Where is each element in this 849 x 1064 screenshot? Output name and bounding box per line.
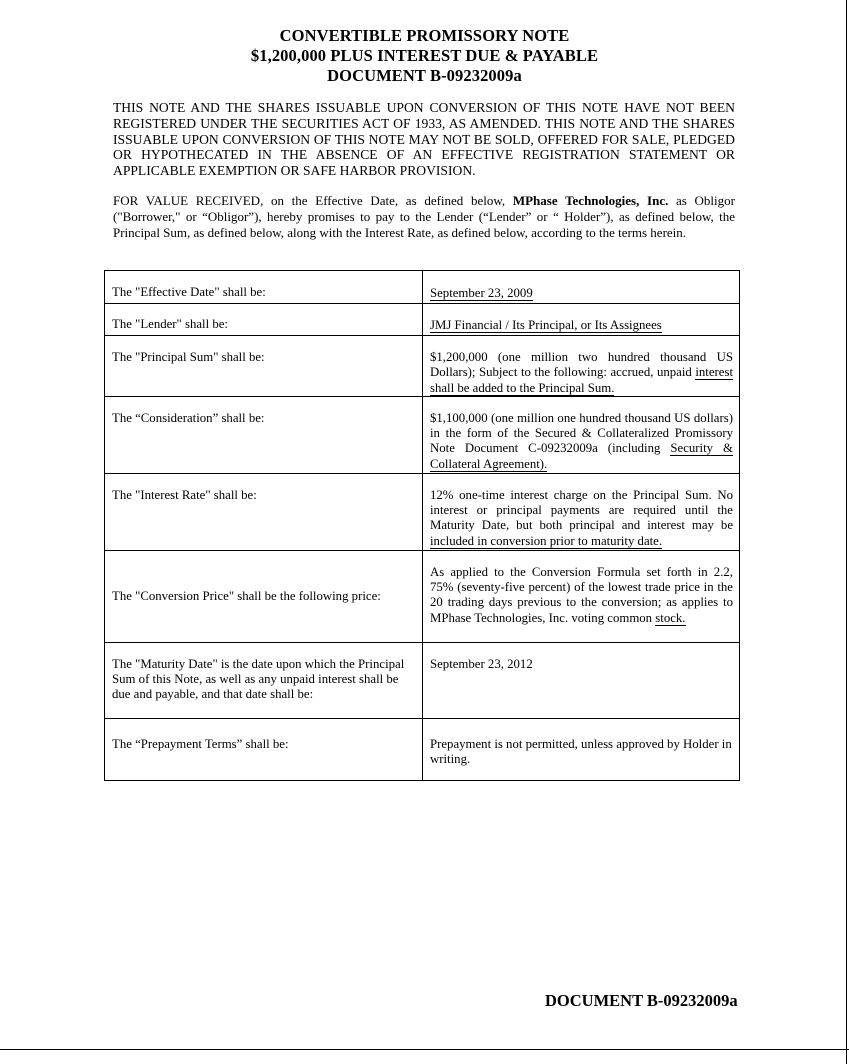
term-row-consideration [105,396,740,473]
header-document-id: DOCUMENT B-09232009a [327,66,522,85]
term-value: As applied to the Conversion Formula set forth in 2.2, 75% (seventy-five percent) of the lowest trade price in the 20 trading days previous to the conversion; as applies to MPhase Technologies, Inc. voting common stock. [423,550,740,642]
footer-document-id: DOCUMENT B-09232009a [545,991,738,1010]
securities-legend: THIS NOTE AND THE SHARES ISSUABLE UPON CONVERSION OF THIS NOTE HAVE NOT BEEN REGISTERED UNDER THE SECURITIES ACT OF 1933, AS AMENDED. THIS NOTE AND THE SHARES ISSUABLE UPON CONVERSION OF THIS NOTE MAY NOT BE SOLD, OFFERED FOR SALE, PLEDGED OR HYPOTHECATED IN THE ABSENCE OF AN EFFECTIVE REGISTRATION STATEMENT OR APPLICABLE EXEMPTION OR SAFE HARBOR PROVISION. [113,100,735,179]
term-label: The “Consideration” shall be: [105,396,423,473]
term-label: The "Lender" shall be: [105,304,423,336]
term-row-interest-rate [105,473,740,550]
page-bottom-rule [0,1049,849,1050]
intro-text-before: FOR VALUE RECEIVED, on the Effective Date, as defined below, [113,193,513,208]
term-label: The "Effective Date" shall be: [105,271,423,304]
document-header [0,26,849,86]
term-label: The "Maturity Date" is the date upon which the Principal Sum of this Note, as well as any unpaid interest shall be due and payable, and that date shall be: [105,642,423,718]
intro-paragraph [113,193,735,240]
term-label: The “Prepayment Terms” shall be: [105,718,423,780]
term-value: $1,100,000 (one million one hundred thousand US dollars) in the form of the Secured & Collateralized Promissory Note Document C-09232009a (including Security & Collateral Agreement). [423,396,740,473]
obligor-name: MPhase Technologies, Inc. [512,193,669,208]
term-value: $1,200,000 (one million two hundred thousand US Dollars); Subject to the following: accrued, unpaid interest shall be added to the Principal Sum. [423,336,740,397]
term-value: Prepayment is not permitted, unless approved by Holder in writing. [423,718,740,780]
header-title: CONVERTIBLE PROMISSORY NOTE [279,26,570,45]
term-row-conversion-price [105,550,740,642]
term-label: The "Conversion Price" shall be the following price: [105,550,423,642]
term-value: September 23, 2012 [423,642,740,718]
term-label: The "Interest Rate" shall be: [105,473,423,550]
term-value: JMJ Financial / Its Principal, or Its Assignees [423,304,740,336]
term-label: The "Principal Sum" shall be: [105,336,423,397]
terms-table [104,270,740,781]
term-row-lender [105,304,740,336]
term-row-prepayment-terms [105,718,740,780]
page-right-edge [846,0,847,1064]
term-value: 12% one-time interest charge on the Principal Sum. No interest or principal payments are required until the Maturity Date, but both principal and interest may be included in conversion prior to maturity date. [423,473,740,550]
term-value: September 23, 2009 [423,271,740,304]
header-amount: $1,200,000 PLUS INTEREST DUE & PAYABLE [250,46,599,65]
term-row-maturity-date [105,642,740,718]
term-row-effective-date [105,271,740,304]
intro-text-after: as Obligor ("Borrower," or “Obligor”), hereby promises to pay to the Lender (“Lender” or “ Holder”), as defined below, the Principal Sum, as defined below, along with the Interest Rate, as defined below, according to the terms herein. [113,193,735,240]
term-row-principal-sum [105,336,740,397]
